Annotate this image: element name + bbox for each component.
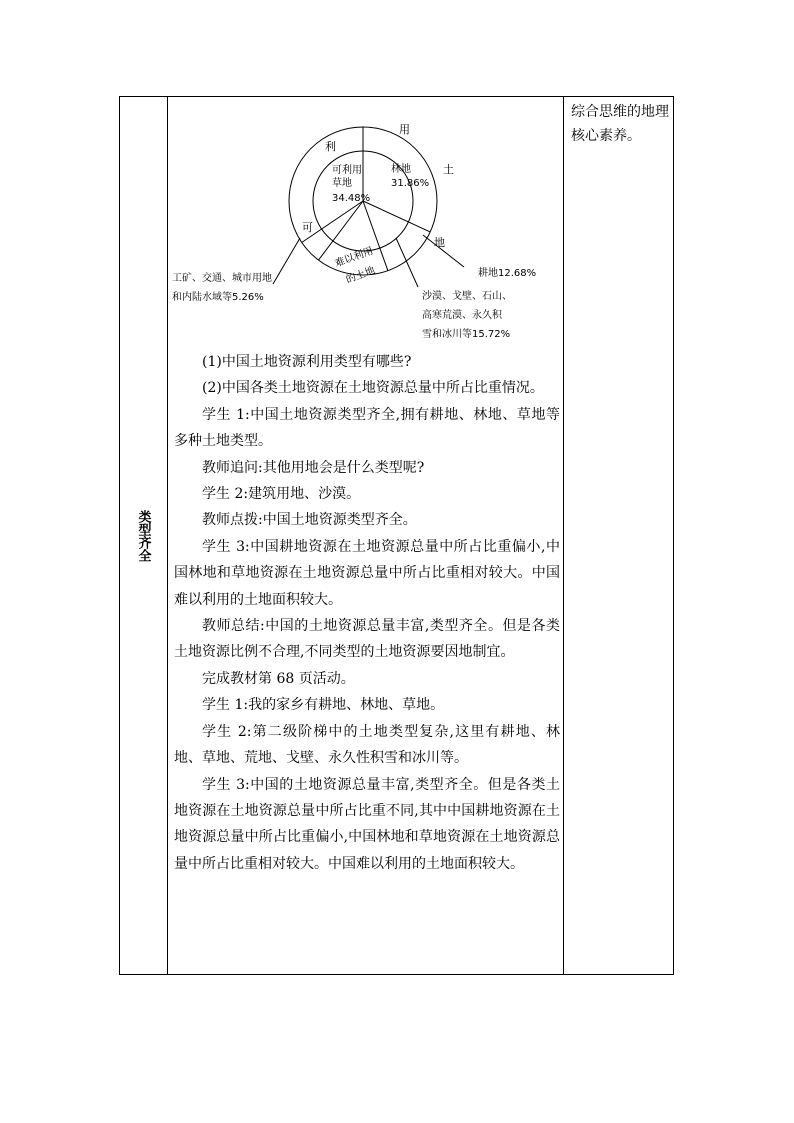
paragraph: 学生 1:我的家乡有耕地、林地、草地。: [202, 697, 445, 714]
ring-char-di: 地: [434, 236, 445, 249]
label-cultivated: 耕地12.68%: [478, 268, 537, 279]
ring-char-yong: 用: [399, 123, 410, 136]
paragraph: 学生 2:第二级阶梯中的土地类型复杂,这里有耕地、林地、草地、荒地、戈壁、永久性积雪和冰川等。: [174, 723, 560, 767]
slice-label-unusable: [333, 244, 382, 288]
paragraph: 学生 1:中国土地资源类型齐全,拥有耕地、林地、草地等多种土地类型。: [174, 406, 560, 450]
ring-char-ke: 可: [302, 221, 313, 234]
paragraph: 学生 3:中国耕地资源在土地资源总量中所占比重偏小,中国林地和草地资源在土地资源总量中所占比重相对较大。中国难以利用的土地面积较大。: [174, 538, 560, 608]
side-label-cell: [119, 96, 167, 975]
svg-text:难以利用的土地: 难以利用的土地: [333, 245, 377, 286]
slice-boundary: [363, 201, 388, 271]
paragraph: 教师点拨:中国土地资源类型齐全。: [202, 512, 417, 529]
slice-boundary: [363, 201, 430, 232]
table-bottom-border: [119, 974, 674, 975]
paragraph: (1)中国土地资源利用类型有哪些?: [202, 354, 412, 370]
side-label: 类型齐全: [135, 509, 151, 562]
label-desert: 沙漠、戈壁、石山、高寒荒漠、永久积雪和冰川等15.72%: [422, 291, 512, 340]
paragraph: 学生 2:建筑用地、沙漠。: [202, 486, 361, 503]
paragraph: 学生 3:中国的土地资源总量丰富,类型齐全。但是各类土地资源在土地资源总量中所占比重不同,其中中国耕地资源在土地资源总量中所占比重偏小,中国林地和草地资源在土地资源总量中所占比重相对较大。中国难以利用的土地面积较大。: [174, 776, 560, 872]
leader-desert: [396, 238, 418, 287]
ring-char-tu: 土: [443, 163, 454, 176]
slice-label-forest: 林地 31.86%: [391, 164, 430, 189]
label-urban: 工矿、交通、城市用地和内陆水域等5.26%: [172, 273, 272, 303]
column-divider-2: [563, 96, 564, 975]
paragraph: 教师总结:中国的土地资源总量丰富,类型齐全。但是各类土地资源比例不合理,不同类型的土地资源要因地制宜。: [174, 618, 560, 661]
table-right-border: [673, 96, 674, 975]
right-note: 综合思维的地理核心素养。: [571, 104, 669, 144]
paragraph: 完成教材第 68 页活动。: [202, 670, 355, 687]
lesson-content: [174, 349, 560, 877]
table-top-border: [119, 96, 674, 97]
slice-label-grass: 可利用草地 34.48%: [332, 165, 371, 204]
ring-char-li: 利: [325, 140, 336, 153]
land-use-chart: [168, 100, 562, 348]
paragraph: 教师追问:其他用地会是什么类型呢?: [202, 459, 425, 476]
paragraph: (2)中国各类土地资源在土地资源总量中所占比重情况。: [202, 380, 544, 397]
leader-urban: [273, 238, 300, 284]
